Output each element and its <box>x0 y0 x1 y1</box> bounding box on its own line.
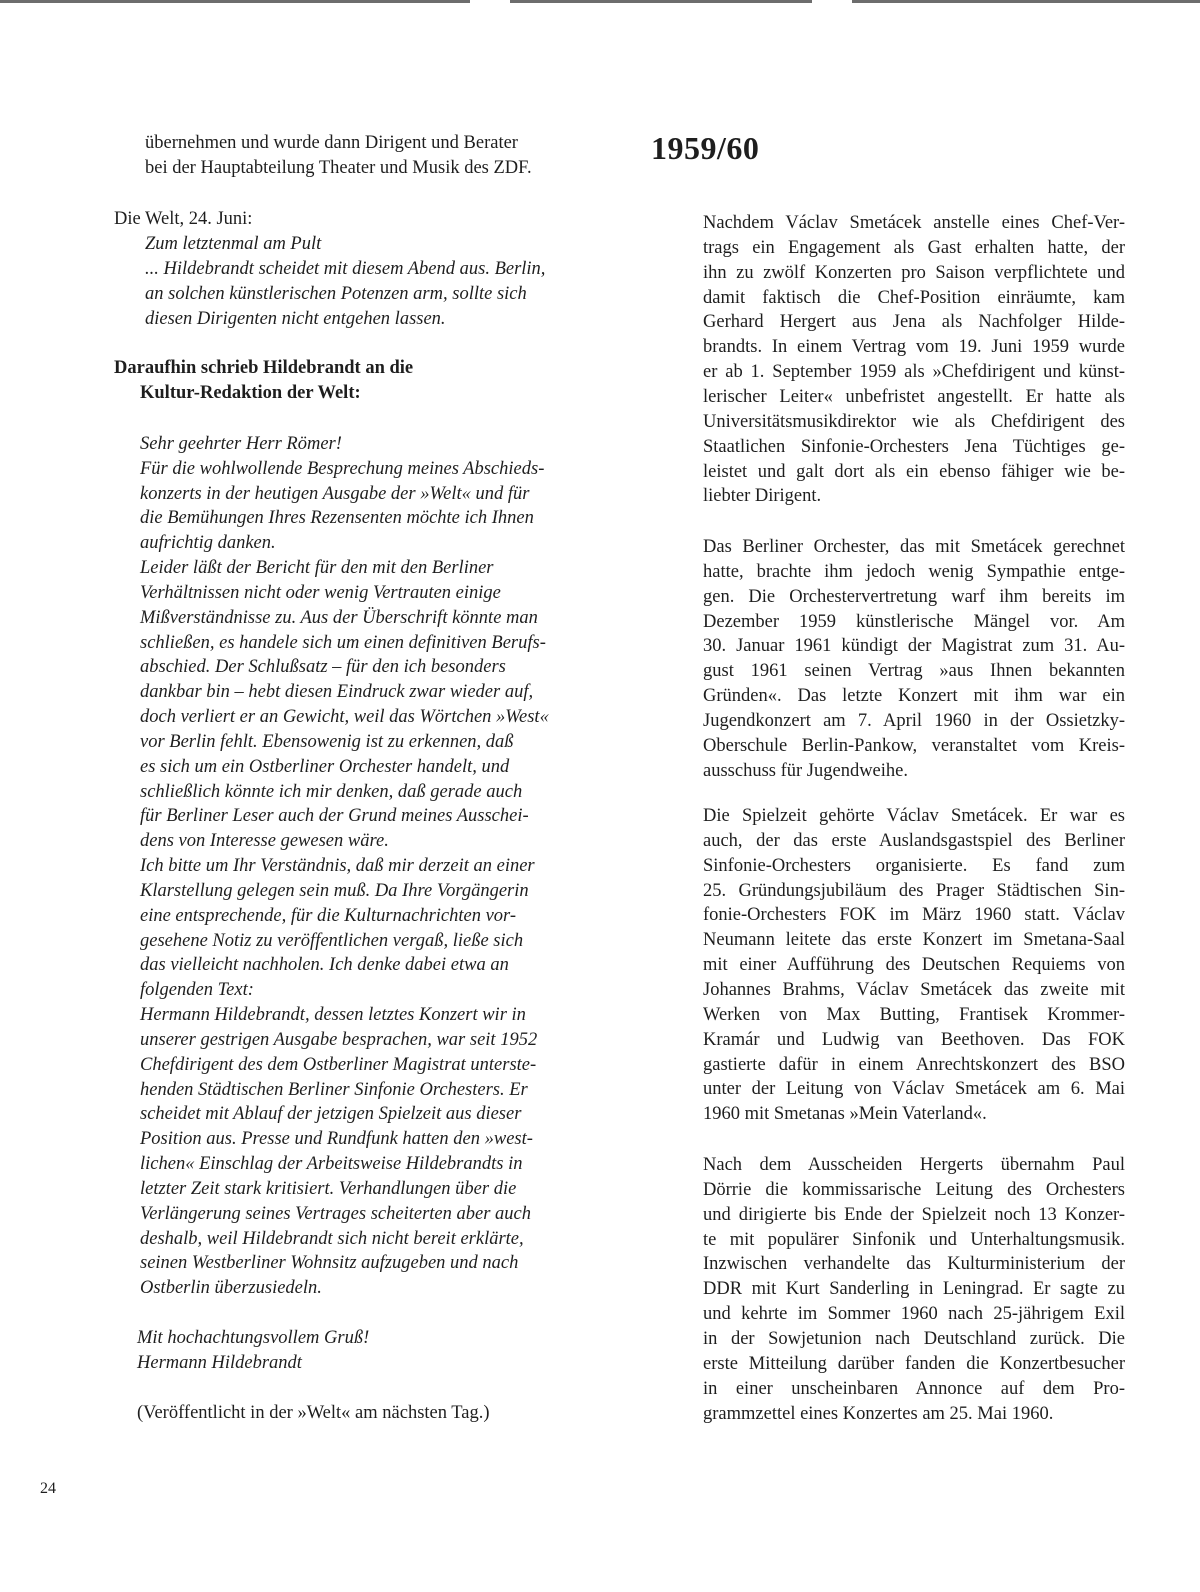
text-line: Gerhard Hergert aus Jena als Nachfolger Hilde- <box>703 312 1125 333</box>
text-line: trags ein Engagement als Gast erhalten hatte, der <box>703 237 1125 258</box>
letter-line: Sehr geehrter Herr Römer! <box>140 434 342 454</box>
text-line: in der Sowjetunion nach Deutschland zurück. Die <box>703 1328 1125 1349</box>
text-line: ihn zu zwölf Konzerten pro Saison verpflichtete und <box>703 262 1125 283</box>
letter-line: dens von Interesse gewesen wäre. <box>140 831 389 852</box>
text-line: übernehmen und wurde dann Dirigent und Berater <box>145 133 518 153</box>
text-line: unter der Leitung von Václav Smetácek am 6. Mai <box>703 1079 1125 1100</box>
text-line: liebter Dirigent. <box>703 486 822 507</box>
letter-line: Verlängerung seines Vertrages scheiterten aber auch <box>140 1203 531 1224</box>
text-line: brandts. In einem Vertrag vom 19. Juni 1959 wurde <box>703 337 1125 358</box>
text-line: ... Hildebrandt scheidet mit diesem Abend aus. Berlin, <box>145 259 546 279</box>
text-line: erste Mitteilung darüber fanden die Konzertbesucher <box>703 1353 1125 1374</box>
text-line: fonie-Orchesters FOK im März 1960 statt. Václav <box>703 905 1125 926</box>
letter-line: es sich um ein Ostberliner Orchester handelt, und <box>140 756 510 777</box>
text-line: lerischer Leiter« unbefristet angestellt. Er hatte als <box>703 386 1125 407</box>
text-line: leistet und galt dort als ein ebenso fähiger wie be- <box>703 461 1125 482</box>
text-line: 25. Gründungsjubiläum des Prager Städtischen Sin- <box>703 880 1125 901</box>
text-line: Oberschule Berlin-Pankow, veranstaltet vom Kreis- <box>703 735 1125 756</box>
quote-title: Zum letztenmal am Pult <box>145 234 322 254</box>
letter-line: das vielleicht nachholen. Ich denke dabei etwa an <box>140 955 509 976</box>
letter-line: schließen, es handele sich um einen definitiven Berufs- <box>140 632 546 653</box>
text-line: ausschuss für Jugendweihe. <box>703 760 908 781</box>
text-line: DDR mit Kurt Sanderling in Leningrad. Er sagte zu <box>703 1279 1125 1300</box>
publication-note: (Veröffentlicht in der »Welt« am nächsten Tag.) <box>137 1403 490 1423</box>
top-border-gap <box>812 0 852 3</box>
letter-line: Ostberlin überzusiedeln. <box>140 1278 322 1299</box>
text-line: Staatlichen Sinfonie-Orchesters Jena Tüchtiges ge- <box>703 436 1125 457</box>
text-line: Nachdem Václav Smetácek anstelle eines Chef-Ver- <box>703 213 1125 233</box>
text-line: mit einer Aufführung des Deutschen Requiems von <box>703 955 1125 976</box>
top-border-rule <box>0 0 1200 3</box>
letter-line: Leider läßt der Bericht für den mit den Berliner <box>140 558 494 579</box>
letter-line: scheidet mit Ablauf der jetzigen Spielzeit aus dieser <box>140 1104 522 1125</box>
text-line: bei der Hauptabteilung Theater und Musik des ZDF. <box>145 158 532 178</box>
text-line: damit faktisch die Chef-Position einräumte, kam <box>703 287 1125 308</box>
text-line: 30. Januar 1961 kündigt der Magistrat zum 31. Au- <box>703 636 1125 657</box>
text-line: Nach dem Ausscheiden Hergerts übernahm Paul <box>703 1155 1125 1175</box>
text-line: an solchen künstlerischen Potenzen arm, sollte sich <box>145 284 527 304</box>
text-line: und kehrte im Sommer 1960 nach 25-jährigem Exil <box>703 1304 1125 1325</box>
review-heading: Die Welt, 24. Juni: <box>114 209 253 229</box>
letter-line: schließlich könnte ich mir denken, daß gerade auch <box>140 781 523 802</box>
section-heading: 1959/60 <box>651 130 760 166</box>
letter-line: konzerts in der heutigen Ausgabe der »Welt« und für <box>140 483 530 504</box>
text-line: te mit populärer Sinfonik und Unterhaltungsmusik. <box>703 1229 1125 1250</box>
letter-signature: Hermann Hildebrandt <box>137 1353 302 1373</box>
letter-line: doch verliert er an Gewicht, weil das Wörtchen »West« <box>140 707 549 728</box>
text-line: hatte, brachte ihm jedoch wenig Sympathie entge- <box>703 561 1125 582</box>
letter-line: Position aus. Presse und Rundfunk hatten den »west- <box>140 1129 533 1150</box>
letter-line: Hermann Hildebrandt, dessen letztes Konzert wir in <box>140 1005 526 1026</box>
letter-salutation: Mit hochachtungsvollem Gruß! <box>137 1328 370 1348</box>
letter-line: die Bemühungen Ihres Rezensenten möchte ich Ihnen <box>140 508 534 529</box>
text-line: Kramár und Ludwig van Beethoven. Das FOK <box>703 1029 1125 1050</box>
letter-line: Mißverständnisse zu. Aus der Überschrift könnte man <box>140 607 538 628</box>
text-line: Sinfonie-Orchesters organisierte. Es fand zum <box>703 855 1125 876</box>
letter-line: Ich bitte um Ihr Verständnis, daß mir derzeit an einer <box>140 856 535 877</box>
letter-line: gesehene Notiz zu veröffentlichen vergaß, ließe sich <box>140 930 524 951</box>
text-line: Dezember 1959 künstlerische Mängel vor. Am <box>703 611 1125 632</box>
text-line: diesen Dirigenten nicht entgehen lassen. <box>145 309 446 329</box>
letter-line: dankbar bin – hebt diesen Eindruck zwar wieder auf, <box>140 682 534 703</box>
letter-line: eine entsprechende, für die Kulturnachrichten vor- <box>140 905 517 926</box>
letter-line: für Berliner Leser auch der Grund meines Ausschei- <box>140 806 529 827</box>
text-line: gen. Die Orchestervertretung warf ihm bereits im <box>703 586 1125 607</box>
text-line: Daraufhin schrieb Hildebrandt an die <box>114 358 414 378</box>
letter-line: abschied. Der Schlußsatz – für den ich besonders <box>140 657 506 678</box>
letter-line: lichen« Einschlag der Arbeitsweise Hildebrandts in <box>140 1154 523 1175</box>
text-line: Gründen«. Das letzte Konzert mit ihm war ein <box>703 686 1125 707</box>
text-line: Inzwischen verhandelte das Kulturministerium der <box>703 1254 1125 1275</box>
text-line: grammzettel eines Konzertes am 25. Mai 1960. <box>703 1403 1054 1424</box>
top-border-gap <box>470 0 510 3</box>
letter-line: Chefdirigent des dem Ostberliner Magistrat unterste- <box>140 1054 537 1075</box>
text-line: Universitätsmusikdirektor wie als Chefdirigent des <box>703 411 1125 432</box>
letter-line: vor Berlin fehlt. Ebensowenig ist zu erkennen, daß <box>140 731 514 752</box>
text-line: 1960 mit Smetanas »Mein Vaterland«. <box>703 1104 987 1125</box>
letter-line: deshalb, weil Hildebrandt sich nicht bereit erklärte, <box>140 1228 524 1249</box>
text-line: Das Berliner Orchester, das mit Smetácek gerechnet <box>703 537 1125 557</box>
text-line: Johannes Brahms, Václav Smetácek das zweite mit <box>703 979 1125 1000</box>
text-line: gastierte dafür in einem Anrechtskonzert des BSO <box>703 1054 1125 1075</box>
letter-line: Für die wohlwollende Besprechung meines Abschieds- <box>140 458 545 479</box>
text-line: Neumann leitete das erste Konzert im Smetana-Saal <box>703 930 1125 951</box>
text-line: er ab 1. September 1959 als »Chefdirigent und künst- <box>703 362 1125 383</box>
text-line: in einer unscheinbaren Annonce auf dem Pro- <box>703 1378 1125 1399</box>
text-line: Kultur-Redaktion der Welt: <box>140 383 361 403</box>
text-line: und dirigierte bis Ende der Spielzeit noch 13 Konzer- <box>703 1204 1125 1225</box>
letter-line: aufrichtig danken. <box>140 533 276 554</box>
page-number: 24 <box>40 1480 56 1497</box>
text-line: Die Spielzeit gehörte Václav Smetácek. Er war es <box>703 806 1125 826</box>
letter-line: letzter Zeit stark kritisiert. Verhandlungen über die <box>140 1178 517 1199</box>
letter-line: seinen Westberliner Wohnsitz aufzugeben und nach <box>140 1253 519 1274</box>
text-line: auch, der das erste Auslandsgastspiel des Berliner <box>703 830 1125 851</box>
letter-line: Verhältnissen nicht oder wenig Vertrauten einige <box>140 582 501 603</box>
letter-line: folgenden Text: <box>140 980 254 1001</box>
letter-line: Klarstellung gelegen sein muß. Da Ihre Vorgängerin <box>140 880 529 901</box>
letter-line: unserer gestrigen Ausgabe besprachen, war seit 1952 <box>140 1029 538 1050</box>
text-line: Jugendkonzert am 7. April 1960 in der Ossietzky- <box>703 710 1125 731</box>
letter-line: henden Städtischen Berliner Sinfonie Orchesters. Er <box>140 1079 528 1100</box>
text-line: Dörrie die kommissarische Leitung des Orchesters <box>703 1179 1125 1200</box>
text-line: Werken von Max Butting, Frantisek Krommer- <box>703 1004 1125 1025</box>
text-line: gust 1961 seinen Vertrag »aus Ihnen bekannten <box>703 661 1125 682</box>
